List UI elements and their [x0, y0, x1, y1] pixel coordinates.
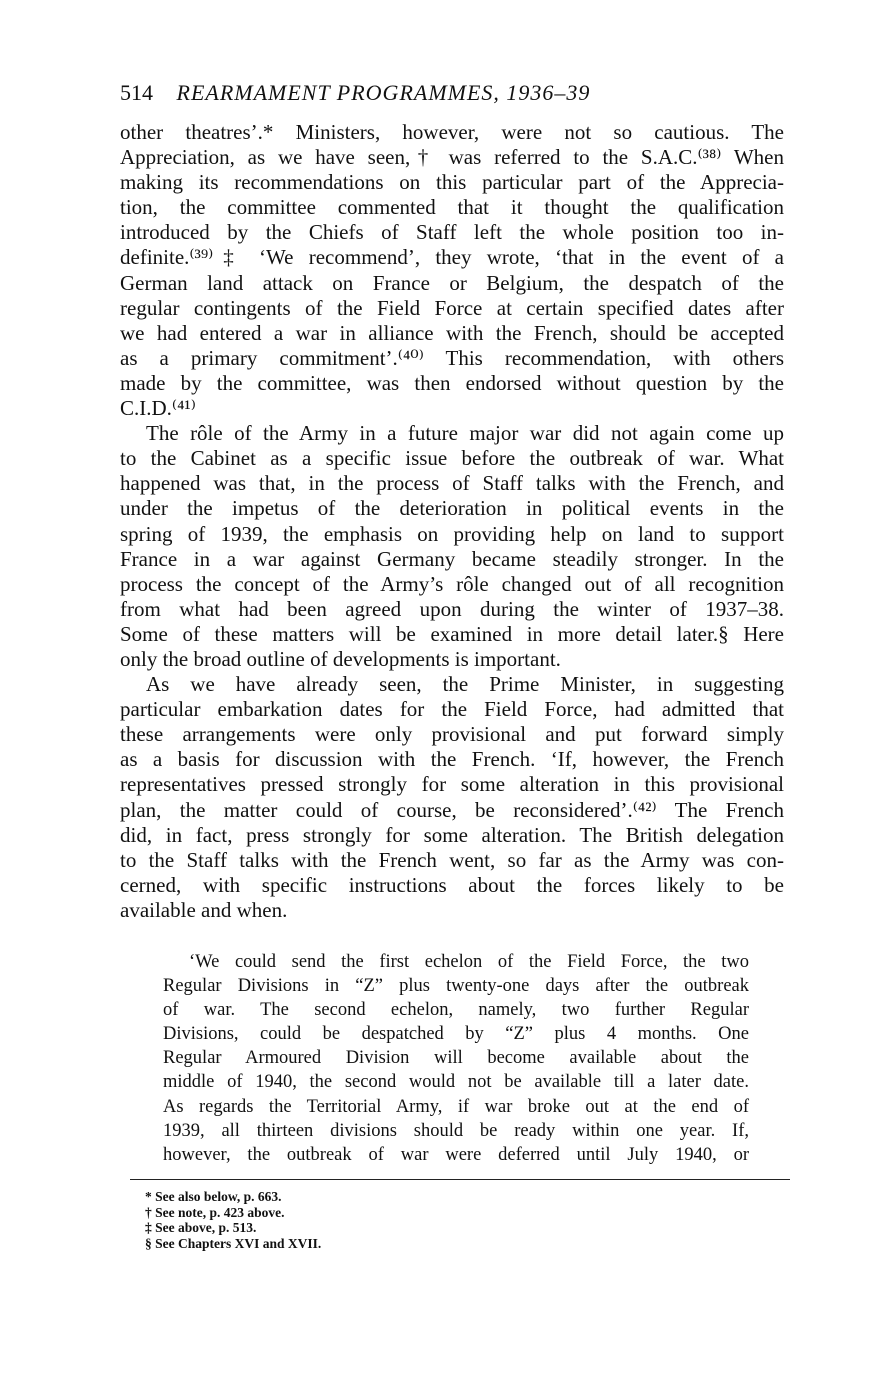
text-line: The rôle of the Army in a future major war did not again come up [146, 421, 784, 446]
text-line: process the concept of the Army’s rôle changed out of all recognition [120, 571, 784, 596]
footnote: † See note, p. 423 above. [145, 1204, 285, 1220]
text-line: other theatres’.* Ministers, however, were not so cautious. The [120, 120, 784, 144]
text-line: from what had been agreed upon during the winter of 1937–38. [120, 596, 784, 621]
text-line: Appreciation, as we have seen,† was referred to the S.A.C.⁽³⁸⁾ When [120, 145, 784, 170]
running-header [120, 80, 720, 106]
text-line: to the Cabinet as a specific issue before the outbreak of war. What [120, 446, 784, 471]
quote-line: ‘We could send the first echelon of the Field Force, the two [189, 952, 749, 972]
text-line: only the broad outline of developments is important. [120, 646, 561, 671]
text-line: spring of 1939, the emphasis on providing help on land to support [120, 521, 784, 546]
text-line: Some of these matters will be examined in more detail later.§ Here [120, 621, 784, 646]
text-line: did, in fact, press strongly for some alteration. The British delegation [120, 822, 784, 847]
text-line: these arrangements were only provisional and put forward simply [120, 722, 784, 747]
text-line: plan, the matter could of course, be reconsidered’.⁽⁴²⁾ The French [120, 797, 784, 822]
quote-line: Regular Armoured Division will become available about the [163, 1048, 749, 1069]
text-line: we had entered a war in alliance with the French, should be accepted [120, 320, 784, 345]
text-line: introduced by the Chiefs of Staff left the whole position too in- [120, 220, 784, 245]
text-line: definite.⁽³⁹⁾‡ ‘We recommend’, they wrote, ‘that in the event of a [120, 245, 784, 270]
text-line: C.I.D.⁽⁴¹⁾ [120, 396, 196, 421]
running-title: REARMAMENT PROGRAMMES, 1936–39 [176, 80, 591, 105]
paragraph [120, 672, 784, 923]
text-line: available and when. [120, 897, 288, 922]
text-line: under the impetus of the deterioration in political events in the [120, 496, 784, 521]
quote-line: Regular Divisions in “Z” plus twenty-one days after the outbreak [163, 976, 749, 997]
footnote: ‡ See above, p. 513. [145, 1220, 257, 1235]
text-line: to the Staff talks with the French went, so far as the Army was con- [120, 847, 784, 872]
text-line: As we have already seen, the Prime Minister, in suggesting [146, 672, 784, 697]
footnote-divider [130, 1179, 790, 1180]
paragraph [120, 120, 784, 421]
text-line: German land attack on France or Belgium, the despatch of the [120, 270, 784, 295]
text-line: as a primary commitment’.⁽⁴⁰⁾ This recommendation, with others [120, 345, 784, 370]
page-number: 514 [120, 80, 153, 105]
text-line: as a basis for discussion with the French. ‘If, however, the French [120, 747, 784, 772]
text-line: cerned, with specific instructions about the forces likely to be [120, 872, 784, 897]
body-text [120, 120, 784, 923]
block-quote [163, 950, 749, 1167]
footnote: * See also below, p. 663. [145, 1189, 282, 1204]
footnotes [145, 1189, 321, 1251]
footnote: § See Chapters XVI and XVII. [145, 1235, 322, 1251]
text-line: tion, the committee commented that it thought the qualification [120, 195, 784, 220]
text-line: happened was that, in the process of Staff talks with the French, and [120, 471, 784, 496]
quote-line: of war. The second echelon, namely, two further Regular [163, 1000, 749, 1021]
quote-line: Divisions, could be despatched by “Z” plus 4 months. One [163, 1024, 749, 1045]
text-line: France in a war against Germany became steadily stronger. In the [120, 546, 784, 571]
paragraph [120, 421, 784, 672]
quote-line: middle of 1940, the second would not be available till a later date. [163, 1072, 749, 1093]
text-line: made by the committee, was then endorsed without question by the [120, 370, 784, 395]
quote-line: 1939, all thirteen divisions should be ready within one year. If, [163, 1120, 749, 1141]
text-line: representatives pressed strongly for some alteration in this provisional [120, 772, 784, 797]
quote-line: however, the outbreak of war were deferred until July 1940, or [163, 1144, 749, 1165]
text-line: particular embarkation dates for the Field Force, had admitted that [120, 697, 784, 722]
quote-line: As regards the Territorial Army, if war broke out at the end of [163, 1096, 749, 1117]
text-line: regular contingents of the Field Force at certain specified dates after [120, 295, 784, 320]
text-line: making its recommendations on this particular part of the Apprecia- [120, 170, 784, 195]
